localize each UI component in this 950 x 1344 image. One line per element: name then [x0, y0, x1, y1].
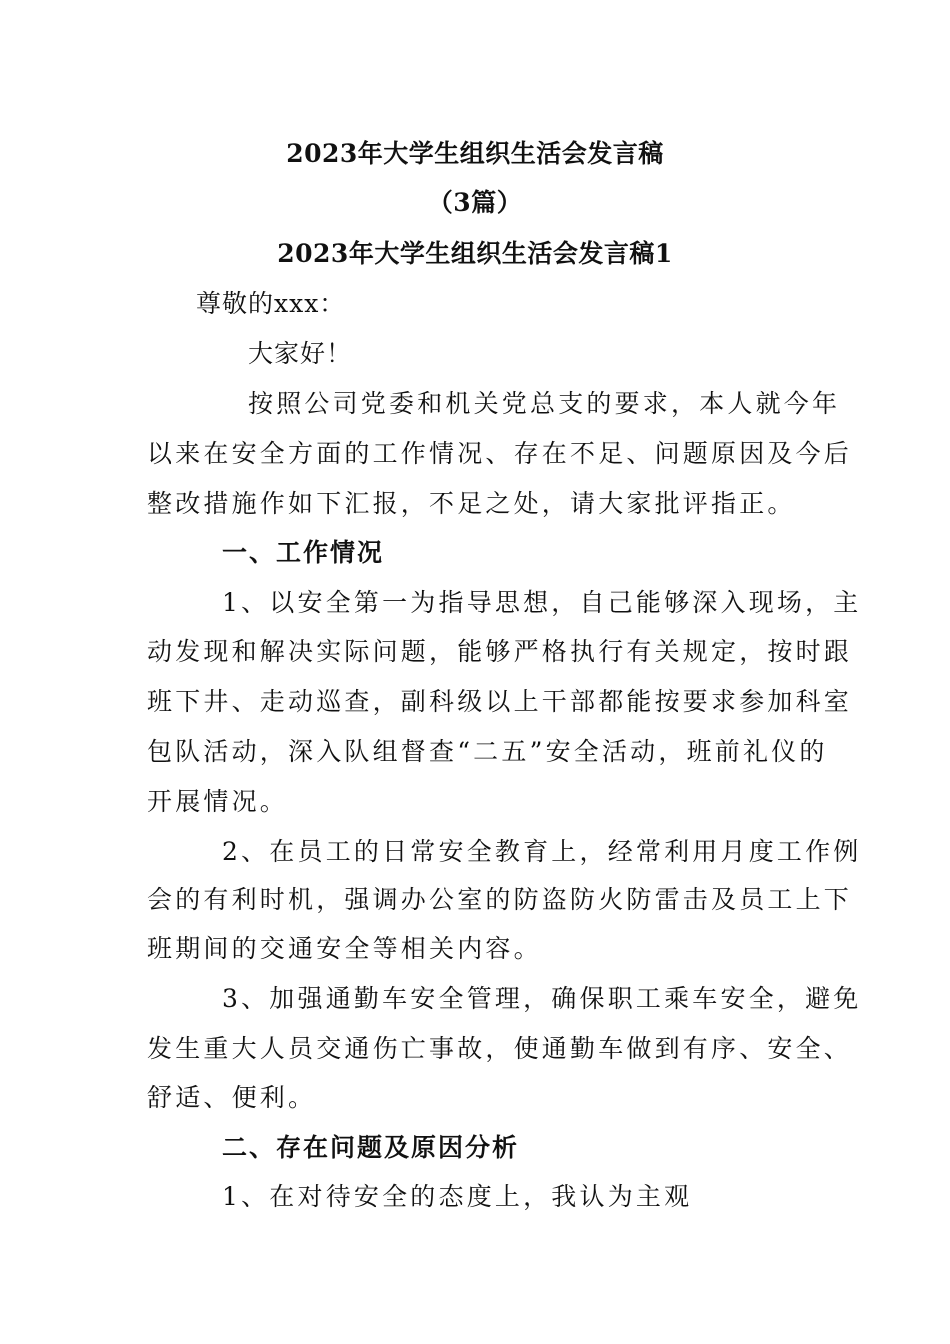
item2-line-1: 2、在员工的日常安全教育上，经常利用月度工作例	[222, 837, 862, 866]
item3-line-2: 发生重大人员交通伤亡事故，使通勤车做到有序、安全、	[147, 1034, 853, 1063]
item1-line-1: 1、以安全第一为指导思想，自己能够深入现场，主	[222, 588, 862, 617]
heading-work-situation: 一、工作情况	[222, 538, 385, 567]
item1-line-4: 包队活动，深入队组督查“二五”安全活动，班前礼仪的	[147, 737, 828, 766]
item2-line-2: 会的有利时机，强调办公室的防盗防火防雷击及员工上下	[147, 885, 853, 914]
greeting: 大家好！	[248, 339, 353, 368]
section-title: 2023年大学生组织生活会发言稿1	[277, 239, 673, 268]
item1-line-2: 动发现和解决实际问题，能够严格执行有关规定，按时跟	[147, 637, 853, 666]
item3-line-1: 3、加强通勤车安全管理，确保职工乘车安全，避免	[222, 984, 862, 1013]
item3-line-3: 舒适、便利。	[147, 1083, 317, 1112]
document-title: 2023年大学生组织生活会发言稿	[286, 139, 664, 168]
intro-line-3: 整改措施作如下汇报，不足之处，请大家批评指正。	[147, 489, 796, 518]
heading-problems-analysis: 二、存在问题及原因分析	[222, 1133, 520, 1162]
intro-line-1: 按照公司党委和机关党总支的要求，本人就今年	[248, 389, 841, 418]
item1-line-3: 班下井、走动巡查，副科级以上干部都能按要求参加科室	[147, 687, 853, 716]
item2-line-3: 班期间的交通安全等相关内容。	[147, 934, 542, 963]
item4-line-1: 1、在对待安全的态度上，我认为主观	[222, 1182, 693, 1211]
item1-line-5: 开展情况。	[147, 787, 289, 816]
intro-line-2: 以来在安全方面的工作情况、存在不足、问题原因及今后	[147, 439, 853, 468]
salutation: 尊敬的xxx：	[196, 289, 346, 318]
document-subtitle: （3篇）	[427, 188, 523, 217]
